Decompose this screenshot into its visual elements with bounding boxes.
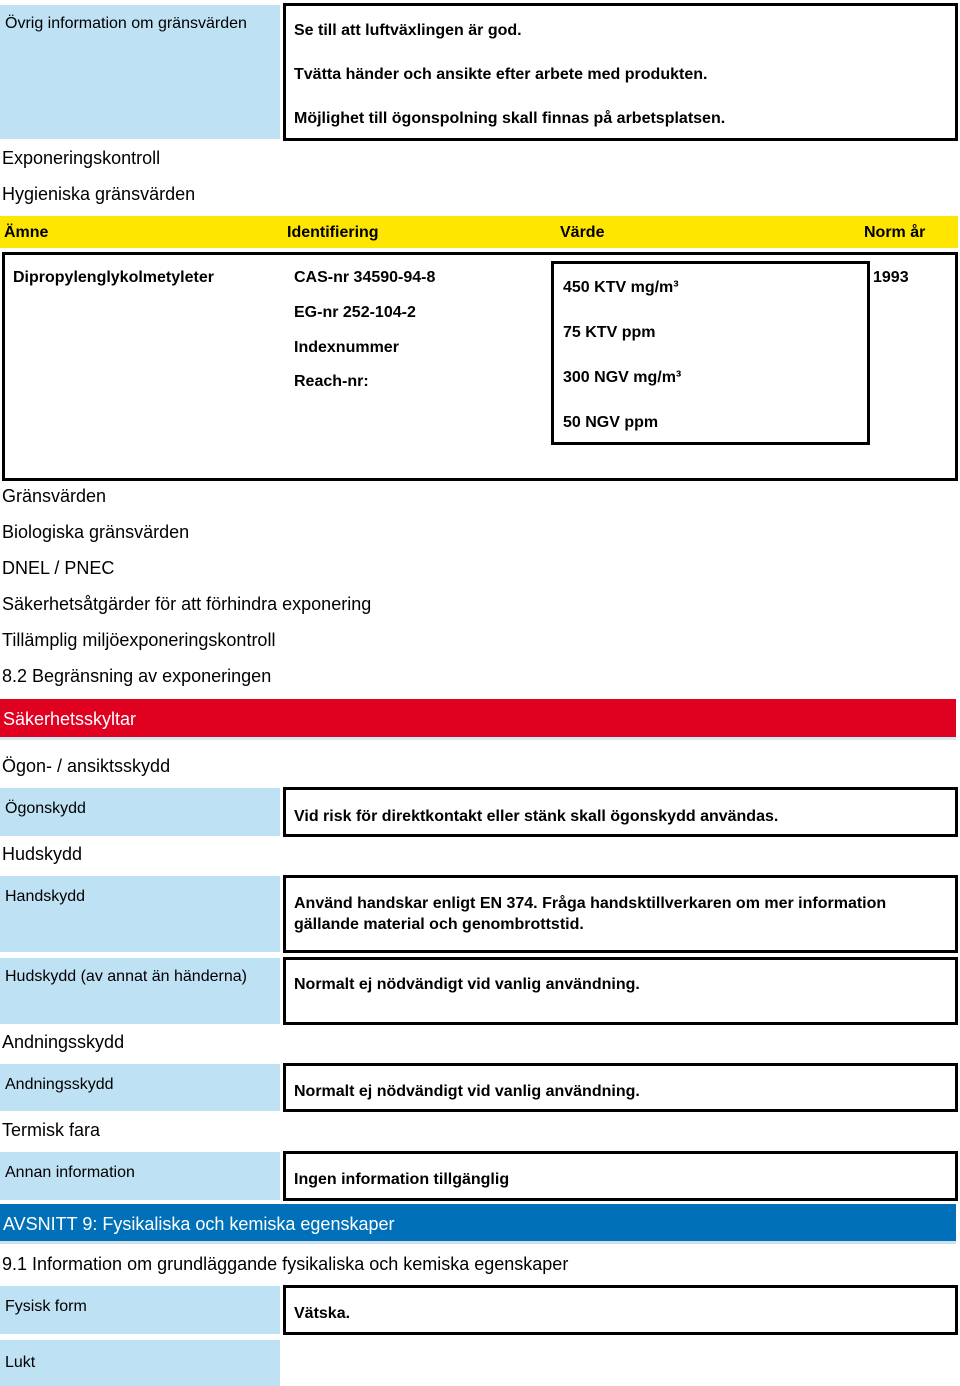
heading-begransning: 8.2 Begränsning av exponeringen xyxy=(2,666,272,686)
table-header-bar xyxy=(0,216,958,248)
cell-value-2: 75 KTV ppm xyxy=(563,324,656,341)
ogonskydd-label-text: Ögonskydd xyxy=(5,800,86,817)
cell-id-cas: CAS-nr 34590-94-8 xyxy=(294,269,436,286)
andningsskydd-label-text: Andningsskydd xyxy=(5,1076,114,1093)
hudskydd-value-box xyxy=(283,957,958,1025)
handskydd-value: Använd handskar enligt EN 374. Fråga handsktillverkaren om mer information gällande material och genombrottstid. xyxy=(294,895,887,933)
fysisk-value: Vätska. xyxy=(294,1305,351,1322)
handskydd-label-text: Handskydd xyxy=(5,888,86,905)
lukt-label-text: Lukt xyxy=(5,1354,36,1371)
ovrig-label-text: Övrig information om gränsvärden xyxy=(5,15,247,32)
andningsskydd-label xyxy=(0,1064,280,1111)
heading-tillamplig: Tillämplig miljöexponeringskontroll xyxy=(2,630,276,650)
cell-year: 1993 xyxy=(873,269,909,286)
annan-value: Ingen information tillgänglig xyxy=(294,1171,510,1188)
ovrig-label xyxy=(0,5,280,139)
safety-signs-title: Säkerhetsskyltar xyxy=(3,709,137,729)
ovrig-line-1: Se till att luftväxlingen är god. xyxy=(294,22,522,39)
ovrig-line-3: Möjlighet till ögonspolning skall finnas på arbetsplatsen. xyxy=(294,110,726,127)
table-body xyxy=(2,252,958,481)
heading-termisk: Termisk fara xyxy=(2,1120,101,1140)
heading-biologiska: Biologiska gränsvärden xyxy=(2,522,190,542)
ogonskydd-value-box xyxy=(283,787,958,837)
heading-info91: 9.1 Information om grundläggande fysikaliska och kemiska egenskaper xyxy=(2,1254,569,1274)
ovrig-box xyxy=(283,3,958,141)
section9-bar xyxy=(0,1204,956,1244)
cell-value-1: 450 KTV mg/m³ xyxy=(563,279,679,296)
annan-value-box xyxy=(283,1151,958,1201)
th-amne: Ämne xyxy=(4,224,49,241)
annan-label-text: Annan information xyxy=(5,1164,135,1181)
hudskydd-label-text: Hudskydd (av annat än händerna) xyxy=(5,968,247,985)
th-varde: Värde xyxy=(560,224,605,241)
cell-id-reach: Reach-nr: xyxy=(294,373,369,390)
ogonskydd-label xyxy=(0,788,280,836)
safety-signs-bar xyxy=(0,699,956,740)
heading-gransvarden: Gränsvärden xyxy=(2,486,107,506)
heading-dnel: DNEL / PNEC xyxy=(2,558,115,578)
ovrig-line-2: Tvätta händer och ansikte efter arbete med produkten. xyxy=(294,66,708,83)
cell-value-3: 300 NGV mg/m³ xyxy=(563,369,682,386)
handskydd-value-box xyxy=(283,875,958,953)
th-identifiering: Identifiering xyxy=(287,224,379,241)
ogonskydd-value: Vid risk för direktkontakt eller stänk skall ögonskydd användas. xyxy=(294,808,779,825)
lukt-label xyxy=(0,1340,280,1386)
andningsskydd-value-box xyxy=(283,1063,958,1112)
andningsskydd-value: Normalt ej nödvändigt vid vanlig användning. xyxy=(294,1083,640,1100)
cell-id-eg: EG-nr 252-104-2 xyxy=(294,304,416,321)
cell-value-4: 50 NGV ppm xyxy=(563,414,659,431)
handskydd-label xyxy=(0,876,280,952)
heading-exponeringskontroll: Exponeringskontroll xyxy=(2,148,161,168)
fysisk-label-text: Fysisk form xyxy=(5,1298,87,1315)
heading-hygieniska: Hygieniska gränsvärden xyxy=(2,184,196,204)
fysisk-label xyxy=(0,1286,280,1334)
hudskydd-value: Normalt ej nödvändigt vid vanlig användning. xyxy=(294,976,640,993)
hudskydd-label xyxy=(0,958,280,1024)
cell-id-index: Indexnummer xyxy=(294,339,399,356)
heading-ogon-ansikte: Ögon- / ansiktsskydd xyxy=(2,756,171,776)
heading-hudskydd: Hudskydd xyxy=(2,844,83,864)
th-norm-ar: Norm år xyxy=(864,224,926,241)
value-box xyxy=(551,261,870,445)
fysisk-value-box xyxy=(283,1285,958,1335)
heading-sakerhetsatgarder: Säkerhetsåtgärder för att förhindra exponering xyxy=(2,594,372,614)
annan-label xyxy=(0,1152,280,1200)
heading-andningsskydd: Andningsskydd xyxy=(2,1032,125,1052)
section9-title: AVSNITT 9: Fysikaliska och kemiska egenskaper xyxy=(3,1214,395,1234)
cell-substance: Dipropylenglykolmetyleter xyxy=(13,269,214,286)
